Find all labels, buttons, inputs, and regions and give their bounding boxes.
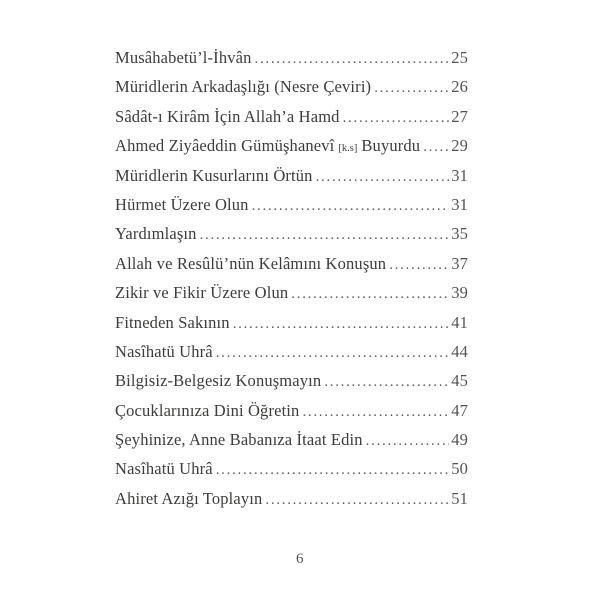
toc-entry-title: Ahmed Ziyâeddin Gümüşhanevî	[115, 136, 335, 156]
toc-entry-page: 35	[451, 224, 468, 244]
toc-entry-title: Nasîhatü Uhrâ	[115, 459, 213, 479]
toc-entry-title: Çocuklarınıza Dini Öğretin	[115, 400, 300, 420]
toc-entry-title: Hürmet Üzere Olun	[115, 194, 249, 214]
toc-entry-page: 47	[451, 400, 468, 420]
toc-entry-page: 45	[451, 371, 468, 391]
toc-leader-dots	[374, 72, 449, 103]
toc-leader-dots	[316, 161, 450, 192]
toc-entry-title: Sâdât-ı Kirâm İçin Allah’a Hamd	[115, 106, 340, 126]
table-of-contents	[115, 43, 468, 513]
toc-entry-title: Şeyhinize, Anne Babanıza İtaat Edin	[115, 430, 363, 450]
toc-entry-title: Müridlerin Kusurlarını Örtün	[115, 165, 313, 185]
toc-entry	[115, 454, 468, 483]
toc-entry-page: 27	[451, 106, 468, 126]
toc-entry	[115, 308, 468, 337]
toc-leader-dots	[291, 278, 449, 309]
toc-entry-page: 25	[451, 48, 468, 67]
toc-entry-page: 39	[451, 283, 468, 303]
toc-leader-dots	[302, 396, 449, 427]
toc-entry-page: 26	[451, 77, 468, 97]
toc-entry	[115, 190, 468, 219]
toc-entry-page: 49	[451, 430, 468, 450]
toc-entry-title: Nasîhatü Uhrâ	[115, 341, 213, 361]
toc-entry-page: 51	[451, 488, 468, 508]
toc-entry	[115, 484, 468, 513]
toc-leader-dots	[423, 131, 449, 162]
toc-entry	[115, 425, 468, 454]
toc-leader-dots	[265, 484, 449, 515]
toc-entry	[115, 249, 468, 278]
toc-entry	[115, 337, 468, 366]
toc-entry-title: Ahiret Azığı Toplayın	[115, 488, 263, 508]
toc-leader-dots	[252, 190, 450, 221]
toc-leader-dots	[216, 454, 449, 485]
toc-leader-dots	[366, 425, 450, 456]
toc-entry-honorific-note: [k.s]	[338, 143, 358, 155]
toc-entry	[115, 43, 468, 72]
toc-entry-page: 29	[451, 136, 468, 156]
toc-leader-dots	[233, 308, 450, 339]
toc-entry	[115, 396, 468, 425]
toc-entry-page: 44	[451, 341, 468, 361]
toc-entry-page: 31	[451, 194, 468, 214]
toc-entry	[115, 72, 468, 101]
toc-leader-dots	[343, 102, 450, 133]
toc-entry	[115, 102, 468, 131]
toc-entry	[115, 161, 468, 190]
toc-leader-dots	[324, 366, 449, 397]
toc-entry-page: 37	[451, 253, 468, 273]
toc-entry	[115, 131, 468, 160]
toc-entry-title: Zikir ve Fikir Üzere Olun	[115, 283, 289, 303]
toc-entry-title-suffix: Buyurdu	[361, 136, 421, 156]
toc-entry-title: Bilgisiz-Belgesiz Konuşmayın	[115, 371, 322, 391]
toc-entry-title: Musâhabetü’l-İhvân	[115, 48, 252, 67]
toc-leader-dots	[200, 219, 450, 250]
toc-entry	[115, 366, 468, 395]
toc-leader-dots	[255, 43, 450, 74]
toc-entry-page: 50	[451, 459, 468, 479]
toc-entry	[115, 278, 468, 307]
toc-entry-title: Fitneden Sakının	[115, 312, 230, 332]
folio-page-number: 6	[296, 551, 304, 567]
toc-entry-page: 41	[451, 312, 468, 332]
toc-entry	[115, 219, 468, 248]
toc-entry-title: Yardımlaşın	[115, 224, 197, 244]
toc-leader-dots	[389, 249, 449, 280]
toc-entry-title: Müridlerin Arkadaşlığı (Nesre Çeviri)	[115, 77, 372, 97]
toc-entry-title: Allah ve Resûlü’nün Kelâmını Konuşun	[115, 253, 387, 273]
toc-entry-page: 31	[451, 165, 468, 185]
toc-leader-dots	[216, 337, 449, 368]
